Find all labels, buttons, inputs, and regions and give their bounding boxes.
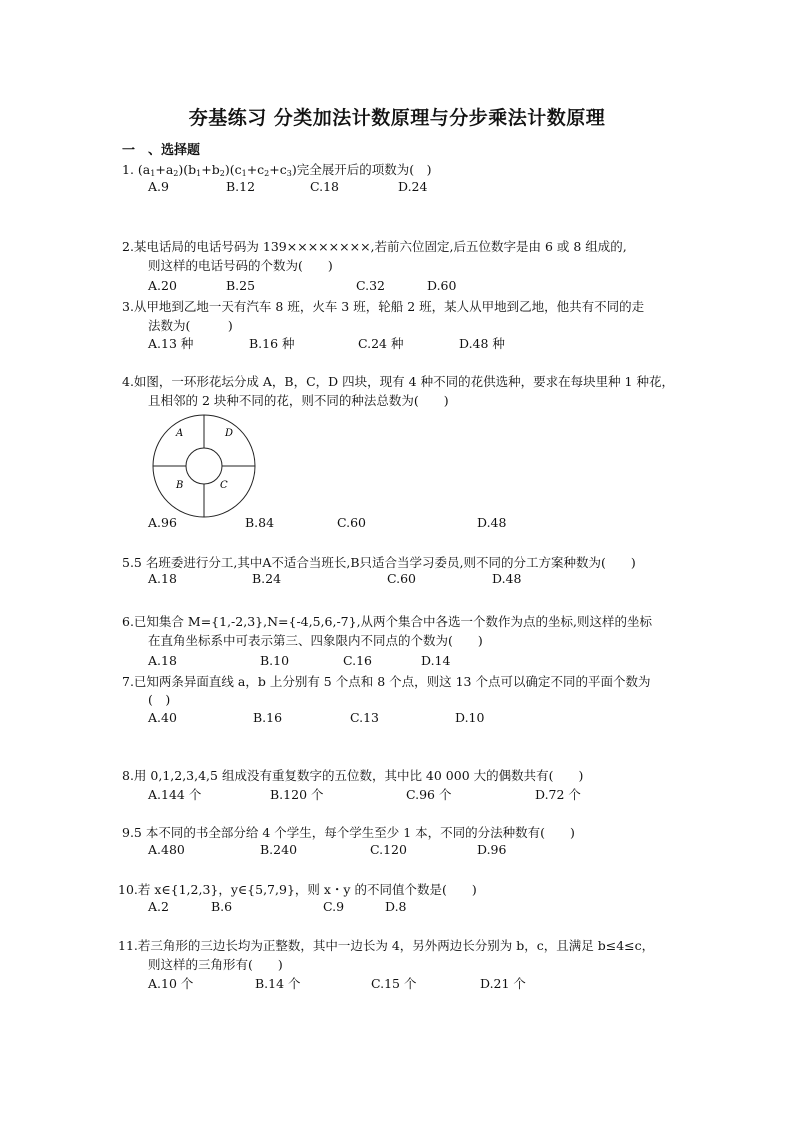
section-heading: 一 、选择题	[122, 143, 201, 158]
question-11-line2: 则这样的三角形有( )	[148, 957, 283, 972]
option-b[interactable]: B.12	[226, 179, 256, 194]
option-a[interactable]: A.10 个	[148, 976, 194, 991]
option-b[interactable]: B.25	[226, 278, 256, 293]
option-a[interactable]: A.18	[148, 653, 177, 668]
option-b[interactable]: B.16 种	[249, 336, 295, 351]
option-b[interactable]: B.14 个	[255, 976, 301, 991]
option-d[interactable]: D.60	[427, 278, 457, 293]
question-6-line1: 6.已知集合 M={1,-2,3},N={-4,5,6,-7},从两个集合中各选一个数作为点的坐标,则这样的坐标	[122, 614, 653, 629]
option-b[interactable]: B.16	[253, 710, 283, 725]
option-d[interactable]: D.24	[398, 179, 428, 194]
option-a[interactable]: A.20	[148, 278, 177, 293]
question-7-line2: ( )	[148, 692, 171, 707]
question-10-line1: 10.若 x∈{1,2,3}，y∈{5,7,9}，则 x・y 的不同值个数是( )	[118, 882, 477, 897]
option-c[interactable]: C.9	[323, 899, 345, 914]
question-2-line1: 2.某电话局的电话号码为 139××××××××,若前六位固定,后五位数字是由 6 或 8 组成的,	[122, 239, 627, 254]
question-1	[122, 160, 432, 178]
region-label-d: D	[225, 428, 234, 439]
option-b[interactable]: B.6	[211, 899, 233, 914]
page-title: 夯基练习 分类加法计数原理与分步乘法计数原理	[188, 107, 606, 129]
option-c[interactable]: C.60	[387, 571, 416, 586]
ring-flowerbed-diagram	[150, 412, 258, 520]
option-d[interactable]: D.21 个	[480, 976, 526, 991]
question-5-line1: 5.5 名班委进行分工,其中A不适合当班长,B只适合当学习委员,则不同的分工方案种数为( )	[122, 555, 636, 570]
option-a[interactable]: A.18	[148, 571, 177, 586]
option-d[interactable]: D.48 种	[459, 336, 505, 351]
option-b[interactable]: B.120 个	[270, 787, 324, 802]
option-a[interactable]: A.40	[148, 710, 177, 725]
option-d[interactable]: D.14	[421, 653, 451, 668]
question-2-line2: 则这样的电话号码的个数为( )	[148, 258, 333, 273]
question-4-line1: 4.如图，一环形花坛分成 A，B，C，D 四块，现有 4 种不同的花供选种，要求在每块里种 1 种花，	[122, 374, 674, 389]
question-1-expression: $(a_1+a_2)(b_1+b_2)(c_1+c_2+c_3)$	[137, 162, 297, 178]
option-c[interactable]: C.15 个	[371, 976, 417, 991]
question-11-line1: 11.若三角形的三边长均为正整数，其中一边长为 4，另外两边长分别为 b，c，且满足 b≤4≤c，	[118, 938, 655, 953]
question-4-line2: 且相邻的 2 块种不同的花，则不同的种法总数为( )	[148, 393, 449, 408]
inner-ring	[186, 448, 222, 484]
option-a[interactable]: A.2	[148, 899, 169, 914]
question-3-line1: 3.从甲地到乙地一天有汽车 8 班，火车 3 班，轮船 2 班，某人从甲地到乙地，他共有不同的走	[122, 299, 645, 314]
question-1-stem: 完全展开后的项数为( )	[296, 162, 432, 177]
option-c[interactable]: C.120	[370, 842, 407, 857]
option-d[interactable]: D.10	[455, 710, 485, 725]
option-c[interactable]: C.13	[350, 710, 379, 725]
option-c[interactable]: C.16	[343, 653, 372, 668]
option-d[interactable]: D.48	[492, 571, 522, 586]
option-d[interactable]: D.96	[477, 842, 507, 857]
option-c[interactable]: C.24 种	[358, 336, 404, 351]
question-7-line1: 7.已知两条异面直线 a，b 上分别有 5 个点和 8 个点，则这 13 个点可以确定不同的平面个数为	[122, 674, 651, 689]
option-c[interactable]: C.32	[356, 278, 385, 293]
option-b[interactable]: B.24	[252, 571, 282, 586]
option-d[interactable]: D.72 个	[535, 787, 581, 802]
option-b[interactable]: B.10	[260, 653, 290, 668]
question-6-line2: 在直角坐标系中可表示第三、四象限内不同点的个数为( )	[148, 633, 483, 648]
option-b[interactable]: B.240	[260, 842, 298, 857]
option-a[interactable]: A.13 种	[148, 336, 194, 351]
option-c[interactable]: C.60	[337, 515, 366, 530]
option-a[interactable]: A.96	[148, 515, 177, 530]
question-3-line2: 法数为( )	[148, 318, 233, 333]
region-label-a: A	[176, 428, 184, 439]
region-label-b: B	[176, 480, 184, 491]
option-c[interactable]: C.96 个	[406, 787, 452, 802]
option-c[interactable]: C.18	[310, 179, 339, 194]
option-a[interactable]: A.9	[148, 179, 169, 194]
option-a[interactable]: A.144 个	[148, 787, 202, 802]
question-8-line1: 8.用 0,1,2,3,4,5 组成没有重复数字的五位数，其中比 40 000 大的偶数共有( )	[122, 768, 584, 783]
option-a[interactable]: A.480	[148, 842, 185, 857]
option-d[interactable]: D.48	[477, 515, 507, 530]
question-9-line1: 9.5 本不同的书全部分给 4 个学生，每个学生至少 1 本，不同的分法种数有( )	[122, 825, 575, 840]
question-number: 1.	[122, 162, 134, 177]
region-label-c: C	[220, 480, 228, 491]
option-b[interactable]: B.84	[245, 515, 275, 530]
option-d[interactable]: D.8	[385, 899, 407, 914]
